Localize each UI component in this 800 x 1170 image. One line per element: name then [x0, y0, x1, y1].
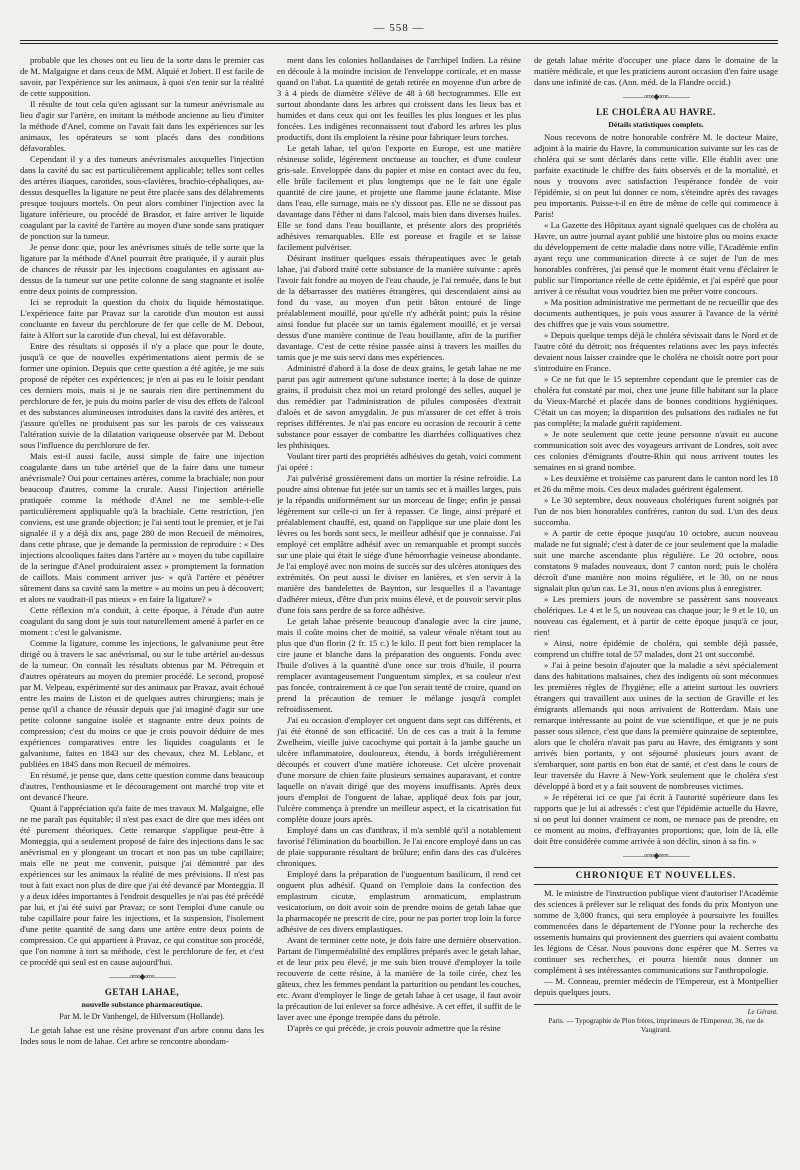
- paragraph: Ici se reproduit la question du choix du liquide hémostatique. L'expérience faite par Pravaz sur la carotide d'un mouton est aussi concluante en faveur du perchlorure de fer que celle de M. Debout, faite à Alfort sur la carotide d'un cheval, lui est défavorable.: [20, 297, 264, 340]
- paragraph: D'après ce qui précède, je crois pouvoir admettre que la résine: [287, 1023, 501, 1033]
- paragraph: ment dans les colonies hollandaises de l'archipel Indien. La résine en découle à la moindre incision de l'enveloppe corticale, et en masse quand on l'abat. La quantité de getah retirée en moyenne d'un arbre de 3 à 4 pieds de diamètre s'élève de 48 à 68 hectogrammes. Elle est surtout abondante dans les arbres qui croissent dans les lieux bas et humides et dans ceux qui ont les feuilles les plus longues et les plus foncées. Les indigènes reconnaissent tout d'abord les arbres les plus productifs, dont ils emploient la résine pour fabriquer leurs torches.: [277, 55, 521, 142]
- footer-printer: Paris. — Typographie de Plon frères, imprimeurs de l'Empereur, 36, rue de Vaugirard.: [548, 1017, 764, 1034]
- page-number: — 558 —: [373, 22, 425, 34]
- paragraph: » Depuis quelque temps déjà le choléra sévissait dans le Nord et de l'autre côté du détroit; nos fréquentes relations avec les pays infectés devaient nous laisser craindre que le choléra ne choisît notre port pour s'introduire en France.: [534, 329, 778, 373]
- imprint-footer: [534, 1004, 778, 1034]
- paragraph: probable que les choses ont eu lieu de la sorte dans le premier cas de M. Malgaigne et dans ceux de MM. Alquié et Jobert. Il est facile de savoir, par l'expérience sur les animaux, à quoi s'en tenir sur la réalité de cette supposition.: [20, 55, 264, 98]
- paragraph: » A partir de cette époque jusqu'au 10 octobre, aucun nouveau malade ne fut signalé; c'est à dater de ce jour seulement que la maladie suit une marche ascendante plus régulière. Le 20 octobre, nous constatons 9 malades nouveaux, dont 7 canton nord; puis le choléra décroît d'une manière non moins régulière, et le 30, on ne nous signalait plus qu'un cas. Le 31, nous n'en avions plus à enregistrer.: [534, 527, 778, 593]
- footer-gerant: Le Gérant.: [747, 1008, 778, 1017]
- paragraph: » Je note seulement que cette jeune personne n'avait eu aucune communication soit avec des voyageurs arrivant de Londres, soit avec ces colonies d'émigrants d'outre-Rhin qui nous arrivent toutes les semaines en si grand nombre.: [534, 428, 778, 472]
- paragraph: » Le 30 septembre, deux nouveaux cholériques furent soignés par l'un de nos bien honorables confrères, canton du sud. L'un des deux succomba.: [534, 494, 778, 527]
- paragraph: Comme la ligature, comme les injections, le galvanisme peut être dirigé ou à travers le sac anévrismal, ou sur le tube artériel au-dessus de la tumeur. On connaît les résultats obtenus par M. Pétrequin et d'autres opérateurs au moyen du premier procédé. Le second, proposé par M. Velpeau, expérimenté sur des animaux par Pravaz, avait échoué entre les mains de Liston et de quelques autres chirurgiens; mais je pense qu'il a chance de réussir depuis que j'ai imaginé d'agir sur une petite colonne sanguine isolée et stagnante entre deux points de compression; c'est du moins ce que je crois pouvoir déduire de mes expériences comparatives entre les liquides coagulants et le galvanisme, faites en 1843 sur des chevaux, chez M. Leblanc, et publiées en 1845 dans mon Recueil de mémoires.: [20, 638, 264, 769]
- paragraph: Voulant tirer parti des propriétés adhésives du getah, voici comment j'ai opéré :: [277, 451, 521, 472]
- paragraph: — M. Conneau, premier médecin de l'Empereur, est à Montpellier depuis quelques jours.: [534, 976, 778, 998]
- article-subtitle-cholera: Détails statistiques complets.: [608, 119, 704, 129]
- paragraph: Désirant instituer quelques essais thérapeutiques avec le getah lahae, j'ai d'abord traité cette substance de la manière suivante : après l'avoir fait fondre au moyen de l'eau chaude, je l'ai remuée, dans le but de la débarrasser des matières étrangères, qui descendaient ainsi au fond du vase, au moyen d'un petit bâton entouré de linge préalablement mouillé, pour qu'elle n'y adhérât point; puis la résine ainsi fondue fut placée sur un tamis également mouillé, et je versai dessus d'une manière continue de l'eau bouillante, afin de la purifier davantage. C'est de cette résine passée ainsi à travers les mailles du tamis que je me suis servi dans mes expériences.: [277, 253, 521, 362]
- section-ornament: ———∞∞◆∞∞———: [623, 850, 689, 860]
- paragraph: « La Gazette des Hôpitaux ayant signalé quelques cas de choléra au Havre, un autre journal ayant publié une histoire plus ou moins exacte du développement de cette maladie dans notre ville, l'Académie enfin ayant reçu une communication directe à ce sujet de l'un de mes honorables confrères, j'ai pensé que le moment était venu d'éclairer le public sur l'importance réelle de cette épidémie, et j'ai espéré que pour arriver à ce résultat vous voudriez bien me prêter votre concours.: [534, 219, 778, 296]
- section-ornament: ———∞∞◆∞∞———: [623, 92, 689, 101]
- paragraph: Mais est-il aussi facile, aussi simple de faire une injection coagulante dans un tube artériel que de la faire dans une tumeur anévrismale? Oui pour certaines artères, comme la brachiale; non pour beaucoup d'autres, comme la crurale. Aussi l'injection artérielle pratiquée comme la méthode d'Anel ne me semble-t-elle particulièrement appliquable qu'à la brachiale. Cette restriction, j'en conviens, est une grande objection; je l'ai senti tout le premier, et je l'ai signalée il y a déjà dix ans, page 280 de mon Recueil de mémoires, dans cette phrase, que je demande la permission de reproduire : « Des injections alcooliques faites dans l'artère au » moyen du tube capillaire de la seringue d'Anel produiraient assez » promptement la formation de caillots. Mais comment arriver jus- » qu'à l'artère et pénétrer sûrement dans sa cavité sans la mettre » au moins un peu à découvert; et alors ne vaudrait-il pas mieux » en faire la ligature? »: [20, 451, 264, 604]
- paragraph: » Les deuxième et troisième cas parurent dans le canton nord les 18 et 26 du même mois. Ces deux malades guérirent également.: [534, 472, 778, 494]
- paragraph: En résumé, je pense que, dans cette question comme dans beaucoup d'autres, l'enthousiasme et le découragement ont marché trop vite et ont devancé l'heure.: [20, 770, 264, 802]
- paragraph: Entre des résultats si opposés il n'y a place que pour le doute, jusqu'à ce que de nouvelles expérimentations aient permis de se former une opinion. Depuis que cette question a été agitée, je me suis proposé de répéter ces expériences; je n'en ai pas eu le loisir pendant ces derniers mois, mais si je ne saurais rien dire pertinemment du perchlorure de fer, je puis du moins parler de visu des effets de l'alcool et des substances alumineuses introduites dans la cavité des artères, et j'assure qu'elles ne produisent pas sur les parois de ces vaisseaux l'altération suivie de la dilatation variqueuse observée par M. Debout sous l'influence du perchlorure de fer.: [20, 341, 264, 450]
- paragraph: Le getah lahae est une résine provenant d'un arbre connu dans les Indes sous le nom de lahae. Cet arbre se rencontre abondam-: [20, 1025, 264, 1047]
- article-subtitle-getah: nouvelle substance pharmaceutique.: [81, 999, 203, 1009]
- section-ornament: ———∞∞◆∞∞———: [109, 972, 175, 981]
- column-left: [20, 55, 264, 1155]
- header-double-rule: [20, 40, 778, 44]
- paragraph: Avant de terminer cette note, je dois faire une dernière observation. Partant de l'imperméabilité des emplâtres préparés avec le getah lahae, et de leur prix peu élevé, je me suis bien trouvé d'employer la toile recouverte de cette résine, à la manière de la toile cirée, chez les gâteux, chez les femmes pendant la parturition ou pendant les couches, etc. Avant d'employer le linge de getah lahae à cet usage, il faut avoir la précaution de lui enlever sa force adhésive. A cet effet, il suffit de le laver avec une éponge trempée dans du pétrole.: [277, 935, 521, 1022]
- paragraph: Le getah lahae présente beaucoup d'analogie avec la cire jaune, mais il coûte moins cher de moitié, sa valeur vénale n'étant tout au plus que d'un florin (2 fr. 15 c.) le kilo. Il peut fort bien remplacer la cire jaune et blanche dans la préparation des onguents. Fondu avec l'huile d'olives à la quantité d'une once sur trois d'huile, il pourra remplacer avantageusement l'unguentum simplex, et sa couleur n'est pas foncée, contrairement à ce que l'on serait tenté de croire, quand on prend la précaution de remuer le mélange jusqu'à complet refroidissement.: [277, 616, 521, 714]
- column-middle: [277, 55, 521, 1155]
- paragraph: de getah lahae mérite d'occuper une place dans le domaine de la matière médicale, et que les praticiens auront occasion d'en faire usage dans une infinité de cas. (Ann. méd. de la Flandre occid.): [534, 55, 778, 87]
- paragraph: » Ma position administrative me permettant de ne recueillir que des documents authentiques, je puis vous assurer à l'avance de la vérité des chiffres que je vais vous soumettre.: [534, 296, 778, 329]
- paragraph: » Ainsi, notre épidémie de choléra, qui semble déjà passée, comprend un chiffre total de 57 malades, dont 21 ont succombé.: [534, 637, 778, 659]
- article-byline: Par M. le Dr Vanhengel, de Hilversum (Hollande).: [59, 1011, 225, 1021]
- paragraph: » Je répéterai ici ce que j'ai écrit à l'autorité supérieure dans les rapports que je lui ai adressés : c'est que l'épidémie actuelle du Havre, si on peut lui donner vraiment ce nom, ne menace pas de prendre, en ce moment au moins, d'effrayantes proportions; que, loin de là, elle doit être considérée comme arrivée à son déclin, sinon à sa fin. »: [534, 791, 778, 846]
- article-title-getah: GETAH LAHAE,: [104, 987, 180, 998]
- paragraph: M. le ministre de l'instruction publique vient d'autoriser l'Académie des sciences à prélever sur le reliquat des fonds du prix Montyon une somme de 3,000 francs, qui sera employée à poursuivre les fouilles commencées dans le département de l'Yonne pour la recherche des ossements humains qui proviennent des guerriers qui avaient combattu les légions de César. Nous pouvons donc espérer que M. Serres va continuer ses recherches, et pourra bientôt nous donner un complément à ses intéressantes communications sur l'anthropologie.: [534, 888, 778, 976]
- paragraph: Il résulte de tout cela qu'en agissant sur la tumeur anévrismale au lieu d'agir sur l'artère, en imitant la méthode ancienne au lieu d'imiter la méthode d'Anel, comme on l'avait fait dans les expériences sur les animaux, les opérateurs se sont placés dans des conditions défavorables.: [20, 99, 264, 153]
- chronique-title: CHRONIQUE ET NOUVELLES.: [534, 867, 778, 885]
- paragraph: Je pense donc que, pour les anévrismes situés de telle sorte que la ligature par la méthode d'Anel pourrait être pratiquée, il y aurait plus de chances de réussir par les injections coagulantes en agissant au-dessus de la tumeur sur une petite colonne de sang stagnante et isolée entre deux points de compression.: [20, 242, 264, 296]
- text-columns: [20, 55, 778, 1155]
- paragraph: J'ai pulvérisé grossièrement dans un mortier la résine refroidie. La poudre ainsi obtenue fut jetée sur un tamis sec et à mailles larges, puis je la répandis uniformément sur un morceau de linge; enfin je passai légèrement sur celle-ci un fer à repasser. Ce linge, ainsi préparé et préalablement chauffé, est, quand on l'applique sur une plaie dont les lèvres ou les bords sont secs, le meilleur adhésif que je connaisse. J'ai employé cet emplâtre adhésif avec un remarquable et prompt succès sur une plaie qui était le siége d'une hémorrhagie veineuse abondante. Je l'ai employé avec non moins de succès sur des ulcères atoniques des extrémités. On peut aussi le diviser en lanières, et s'en servir à la manière des bandelettes de Baynton, sur lesquelles il a l'avantage d'adhérer mieux, d'être d'un prix moins élevé, et de pouvoir servir plus d'une fois sans perdre de sa force adhésive.: [277, 473, 521, 615]
- article-title-cholera: LE CHOLÉRA AU HAVRE.: [596, 107, 716, 118]
- paragraph: Le getah lahae, tel qu'on l'exporte en Europe, est une matière résineuse solide, légèrement onctueuse au toucher, et d'une couleur gris-sale. Enveloppée dans du papier et mise en contact avec du feu, elle brûle facilement et plus longtemps que ne le fait une égale quantité de cire jaune, et projette une flamme jaune éclatante. Mise dans l'eau, elle surnage, mais ne s'y dissout pas. Elle ne se dissout pas davantage dans l'éther ni dans l'alcool, mais bien dans diverses huiles. Elle se fond dans l'eau bouillante, et présente alors des propriétés adhésives remarquables. Elle est poreuse et fragile et se laisse facilement pulvériser.: [277, 143, 521, 252]
- paragraph: Administré d'abord à la dose de deux grains, le getah lahae ne me parut pas agir autrement qu'une substance inerte; à la dose de quinze grains, il produisit chez moi un retard prolongé des selles, auquel je dus remédier par l'administration de pilules composées d'extrait d'aloès et de savon amygdalin. Je pus m'assurer de cet effet à trois reprises différentes. Je n'ai pas encore eu occasion de recourir à cette substance pour essayer de combattre les diarrhées colliquatives chez les phthisiques.: [277, 363, 521, 450]
- paragraph: Employé dans un cas d'anthrax, il m'a semblé qu'il a notablement favorisé l'élimination du bourbillon. Je l'ai encore employé dans un cas de plaie suppurante résultant de brûlure; enfin dans des cas d'ulcères chroniques.: [277, 825, 521, 868]
- paragraph: Employé dans la préparation de l'unguentum basilicum, il rend cet onguent plus adhésif. Quand on l'emploie dans la confection des emplastrum cicutæ, emplastrum aromaticum, emplastrum vesicatorium, on doit avoir soin de prendre moins de getah lahae que la pharmacopée ne prescrit de cire, pour ne pas porter trop loin la force adhésive de ces divers emplastiques.: [277, 869, 521, 934]
- paragraph: » J'ai à peine besoin d'ajouter que la maladie a sévi spécialement dans des habitations malsaines, chez des indigents où sont méconnues les premières règles de l'hygiène; elle a atteint surtout les ouvriers étrangers qui travaillent aux usines de la section de Graville et les émigrants allemands qui nous arrivaient de Rotterdam. Mais une remarque intéressante au point de vue scientifique, et que je ne puis passer sous silence, c'est que dans la première quinzaine de septembre, alors que le choléra n'avait pas paru au Havre, des émigrants y sont arrivés bien portants, y ont séjourné plusieurs jours avant de s'embarquer, sont partis en bon état de santé, et c'est dans le cours de leur traversée du Havre à New-York seulement que le choléra s'est développé à bord et y a fait souvent de nombreuses victimes.: [534, 659, 778, 791]
- paragraph: Cette réflexion m'a conduit, à cette époque, à l'étude d'un autre coagulant du sang dont je suis tout naturellement amené à parler en ce moment : c'est le galvanisme.: [20, 605, 264, 637]
- paragraph: Cependant il y a des tumeurs anévrismales auxquelles l'injection dans la cavité du sac est particulièrement applicable; telles sont celles des artères iliaques, carotides, sous-clavières, brachio-céphaliques, au-dessus desquelles la ligature ne peut être placée sans des délabrements presque toujours mortels. On peut alors combiner l'injection avec la ligature inférieure, ou procédé de Brasdor, et faire arriver le liquide coagulant par la cavité de l'artère au moyen d'une sonde sans pratiquer de ponction sur la tumeur.: [20, 154, 264, 241]
- paragraph: Nous recevons de notre honorable confrère M. le docteur Maire, adjoint à la mairie du Havre, la communication suivante sur les cas de choléra qui se sont déclarés dans cette ville. Elle établit avec une parfaite exactitude le chiffre des faits observés et de la mortalité, et nous y trouvons avec satisfaction l'espérance fondée de voir l'épidémie, si on peut lui donner ce nom, s'éteindre après des ravages peu importants. Puisse-t-il en être de même de celle qui commence à Paris!: [534, 131, 778, 219]
- paragraph: » Les premiers jours de novembre se passèrent sans nouveaux cholériques. Le 4 et le 5, un nouveau cas chaque jour; le 9 et le 10, un nouveau cas également, et à partir de cette époque jusqu'à ce jour, rien!: [534, 593, 778, 637]
- paragraph: Quant à l'appréciation qu'a faite de mes travaux M. Malgaigne, elle ne me paraît pas équitable; il n'est pas exact de dire que mes idées ont été purement théoriques. Cette remarque s'applique peut-être à Monteggia, qui a seulement proposé de faire des injections dans le sac anévrismal en y plongeant un trocart et non pas un tube capillaire; mais elle ne peut me convenir, puisque j'ai démontré par des expériences sur les animaux la réalité de mes prévisions. Il n'est pas tout à fait exact non plus de dire que j'ai été devancé par Monteggia. Il y a deux idées importantes à l'endroit desquelles je n'ai pas été précédé par lui, et j'ai été suivi par Pravaz; ce sont l'emploi d'une canule ou tube capillaire pour faire les injections, et la suspension, l'isolement d'une petite quantité de sang dans une artère entre deux points de compression. Ce qui appartient à Pravaz, ce qui constitue son procédé, que l'on nomme à tort sa méthode, c'est le perchlorure de fer, et c'est ce procédé qui seul est en cause aujourd'hui.: [20, 803, 264, 967]
- page-header: [20, 0, 778, 55]
- paragraph: J'ai eu occasion d'employer cet onguent dans sept cas différents, et j'ai été étonné de son efficacité. Un de ces cas a trait à la femme Zwelheim, vieille juive cacochyme qui portait à la jambe gauche un ulcère inflammatoire, douloureux, étendu, à bords irrégulièrement découpés et couvert d'une matière ichoreuse. Cet ulcère provenait d'une morsure de chien faite plusieurs semaines auparavant, et contre laquelle on n'avait dirigé que des moyens insuffisants. Après deux jours d'emploi de l'onguent de lahae, appliqué deux fois par jour, l'ulcère commença à prendre un meilleur aspect, et la cicatrisation fut complète douze jours après.: [277, 715, 521, 824]
- paragraph: » Ce ne fut que le 15 septembre cependant que le premier cas de choléra fut constaté par moi, chez une jeune fille habitant sur la place du Vieux-Marché et placée dans de bonnes conditions hygiéniques. C'était un cas moyen; la disparition des pulsations des radiales ne fut pas complète; la malade guérit rapidement.: [534, 373, 778, 428]
- column-right: [534, 55, 778, 1155]
